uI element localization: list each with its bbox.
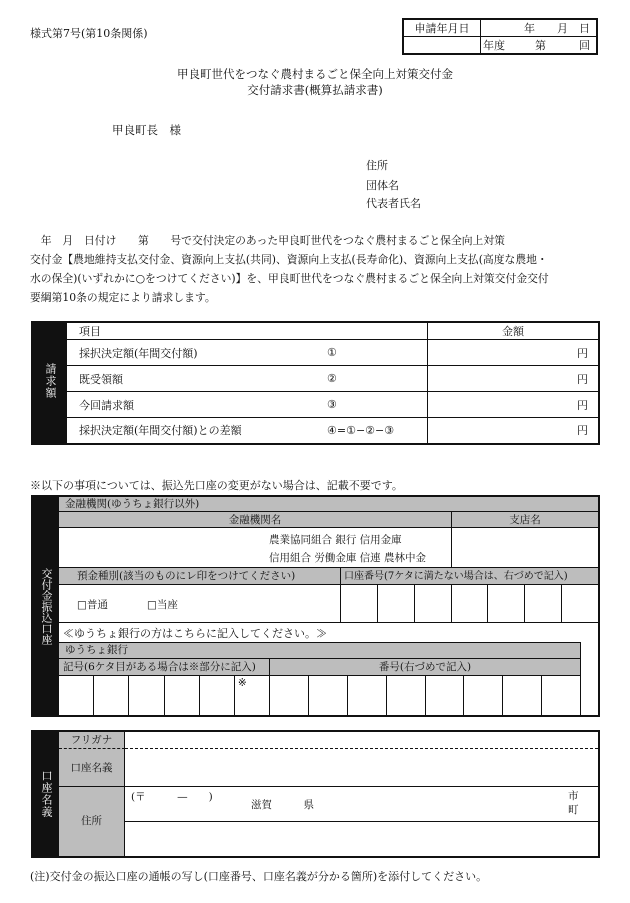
footnote: (注)交付金の振込口座の通帳の写し(口座番号、口座名義が分かる箇所)を添付してください。 <box>30 870 488 883</box>
account-number-field[interactable] <box>341 585 598 623</box>
table-row <box>32 340 599 366</box>
city-label: 市 <box>568 790 579 802</box>
claim-side-label: 請求額 <box>44 363 57 400</box>
postal-code-field[interactable]: (〒 — ) <box>131 791 213 803</box>
claim-row-label: 採択決定額(年間交付額) <box>67 340 327 366</box>
claim-amount-header: 金額 <box>428 322 600 340</box>
claim-row-mark: ① <box>327 340 428 366</box>
claim-row-mark: ③ <box>327 392 428 418</box>
application-date-label: 申請年月日 <box>403 19 481 37</box>
institution-name-field[interactable] <box>59 528 452 568</box>
form-number: 様式第7号(第10条関係) <box>30 27 148 40</box>
claim-row-amount[interactable]: 円 <box>428 418 600 444</box>
table-row <box>32 392 599 418</box>
application-date-box <box>402 18 598 55</box>
document-title: 甲良町世代をつなぐ農村まるごと保全向上対策交付金 <box>177 67 453 81</box>
yucho-number-field[interactable] <box>270 676 581 715</box>
bank-account-section <box>31 495 600 717</box>
town-label: 町 <box>568 804 579 816</box>
holder-address-field[interactable] <box>125 787 598 856</box>
current-checkbox[interactable]: □当座 <box>147 599 178 611</box>
claim-side-label-cell <box>32 322 67 444</box>
account-name-field[interactable] <box>125 749 598 787</box>
request-body-line-2: 交付金【農地維持支払交付金、資源向上支払(共同)、資源向上支払(長寿命化)、資源向上支払(高度な農地・ <box>30 253 548 266</box>
table-row <box>32 418 599 444</box>
ordinary-checkbox[interactable]: □普通 <box>77 599 108 611</box>
yucho-number-header: 番号(右づめで記入) <box>270 659 581 676</box>
claim-item-header: 項目 <box>67 322 327 340</box>
institution-types-line-1: 農業協同組合 銀行 信用金庫 <box>269 534 402 546</box>
institution-header: 金融機関(ゆうちょ銀行以外) <box>59 497 598 512</box>
claim-amount-table <box>31 321 600 445</box>
request-body-line-4: 要綱第10条の規定により請求します。 <box>30 291 216 304</box>
claim-row-label: 今回請求額 <box>67 392 327 418</box>
claim-row-amount[interactable]: 円 <box>428 392 600 418</box>
holder-side-label-cell <box>33 732 59 856</box>
yucho-header: ゆうちょ銀行 <box>59 642 581 659</box>
claim-row-mark: ② <box>327 366 428 392</box>
addressee: 甲良町長 様 <box>112 123 181 137</box>
prefecture-label: 滋賀 県 <box>251 799 314 811</box>
bank-side-label-cell <box>33 497 59 715</box>
transfer-note: ※以下の事項については、振込先口座の変更がない場合は、記載不要です。 <box>30 479 403 492</box>
symbol-field[interactable] <box>59 676 270 715</box>
claim-row-label: 既受領額 <box>67 366 327 392</box>
symbol-extra-digit-mark: ※ <box>237 677 247 689</box>
claim-row-amount[interactable]: 円 <box>428 340 600 366</box>
request-body-line-3: 水の保全)(いずれかに○をつけてください)】を、甲良町世代をつなぐ農村まるごと保全向上対策交付金交付 <box>30 272 549 285</box>
symbol-header: 記号(6ケタ目がある場合は※部分に記入) <box>59 659 270 676</box>
account-number-header: 口座番号(7ケタに満たない場合は、右づめで記入) <box>341 568 598 585</box>
applicant-address-label: 住所 <box>366 159 388 172</box>
document-subtitle: 交付請求書(概算払請求書) <box>247 83 383 97</box>
account-holder-section <box>31 730 600 858</box>
fiscal-year-label: 年度 <box>483 39 505 52</box>
yucho-note: ≪ゆうちょ銀行の方はこちらに記入してください。≫ <box>63 627 327 640</box>
claim-row-label: 採択決定額(年間交付額)との差額 <box>79 424 242 438</box>
holder-address-label: 住所 <box>59 787 125 856</box>
claim-row-mark: ④=①−②−③ <box>327 423 395 437</box>
claim-row-amount[interactable]: 円 <box>428 366 600 392</box>
applicant-representative-label: 代表者氏名 <box>366 197 421 210</box>
round-number-label: 第 回 <box>535 39 590 52</box>
request-body-line-1: 年 月 日付け 第 号で交付決定のあった甲良町世代をつなぐ農村まるごと保全向上対策 <box>30 234 505 247</box>
branch-name-field[interactable] <box>452 528 598 568</box>
holder-side-label: 口座名義 <box>40 770 53 818</box>
institution-types-line-2: 信用組合 労働金庫 信連 農林中金 <box>269 552 427 564</box>
deposit-type-header: 預金種別(該当のものにレ印をつけてください) <box>59 568 341 585</box>
table-row <box>32 366 599 392</box>
application-date-field[interactable]: 年 月 日 <box>481 19 598 37</box>
account-name-label: 口座名義 <box>59 749 125 787</box>
deposit-type-field <box>59 585 341 623</box>
furigana-field[interactable] <box>125 732 598 749</box>
applicant-group-label: 団体名 <box>366 179 399 192</box>
bank-side-label: 交付金振込口座 <box>40 567 53 645</box>
furigana-label: フリガナ <box>59 732 125 749</box>
institution-name-header: 金融機関名 <box>59 512 452 528</box>
branch-name-header: 支店名 <box>452 512 598 528</box>
